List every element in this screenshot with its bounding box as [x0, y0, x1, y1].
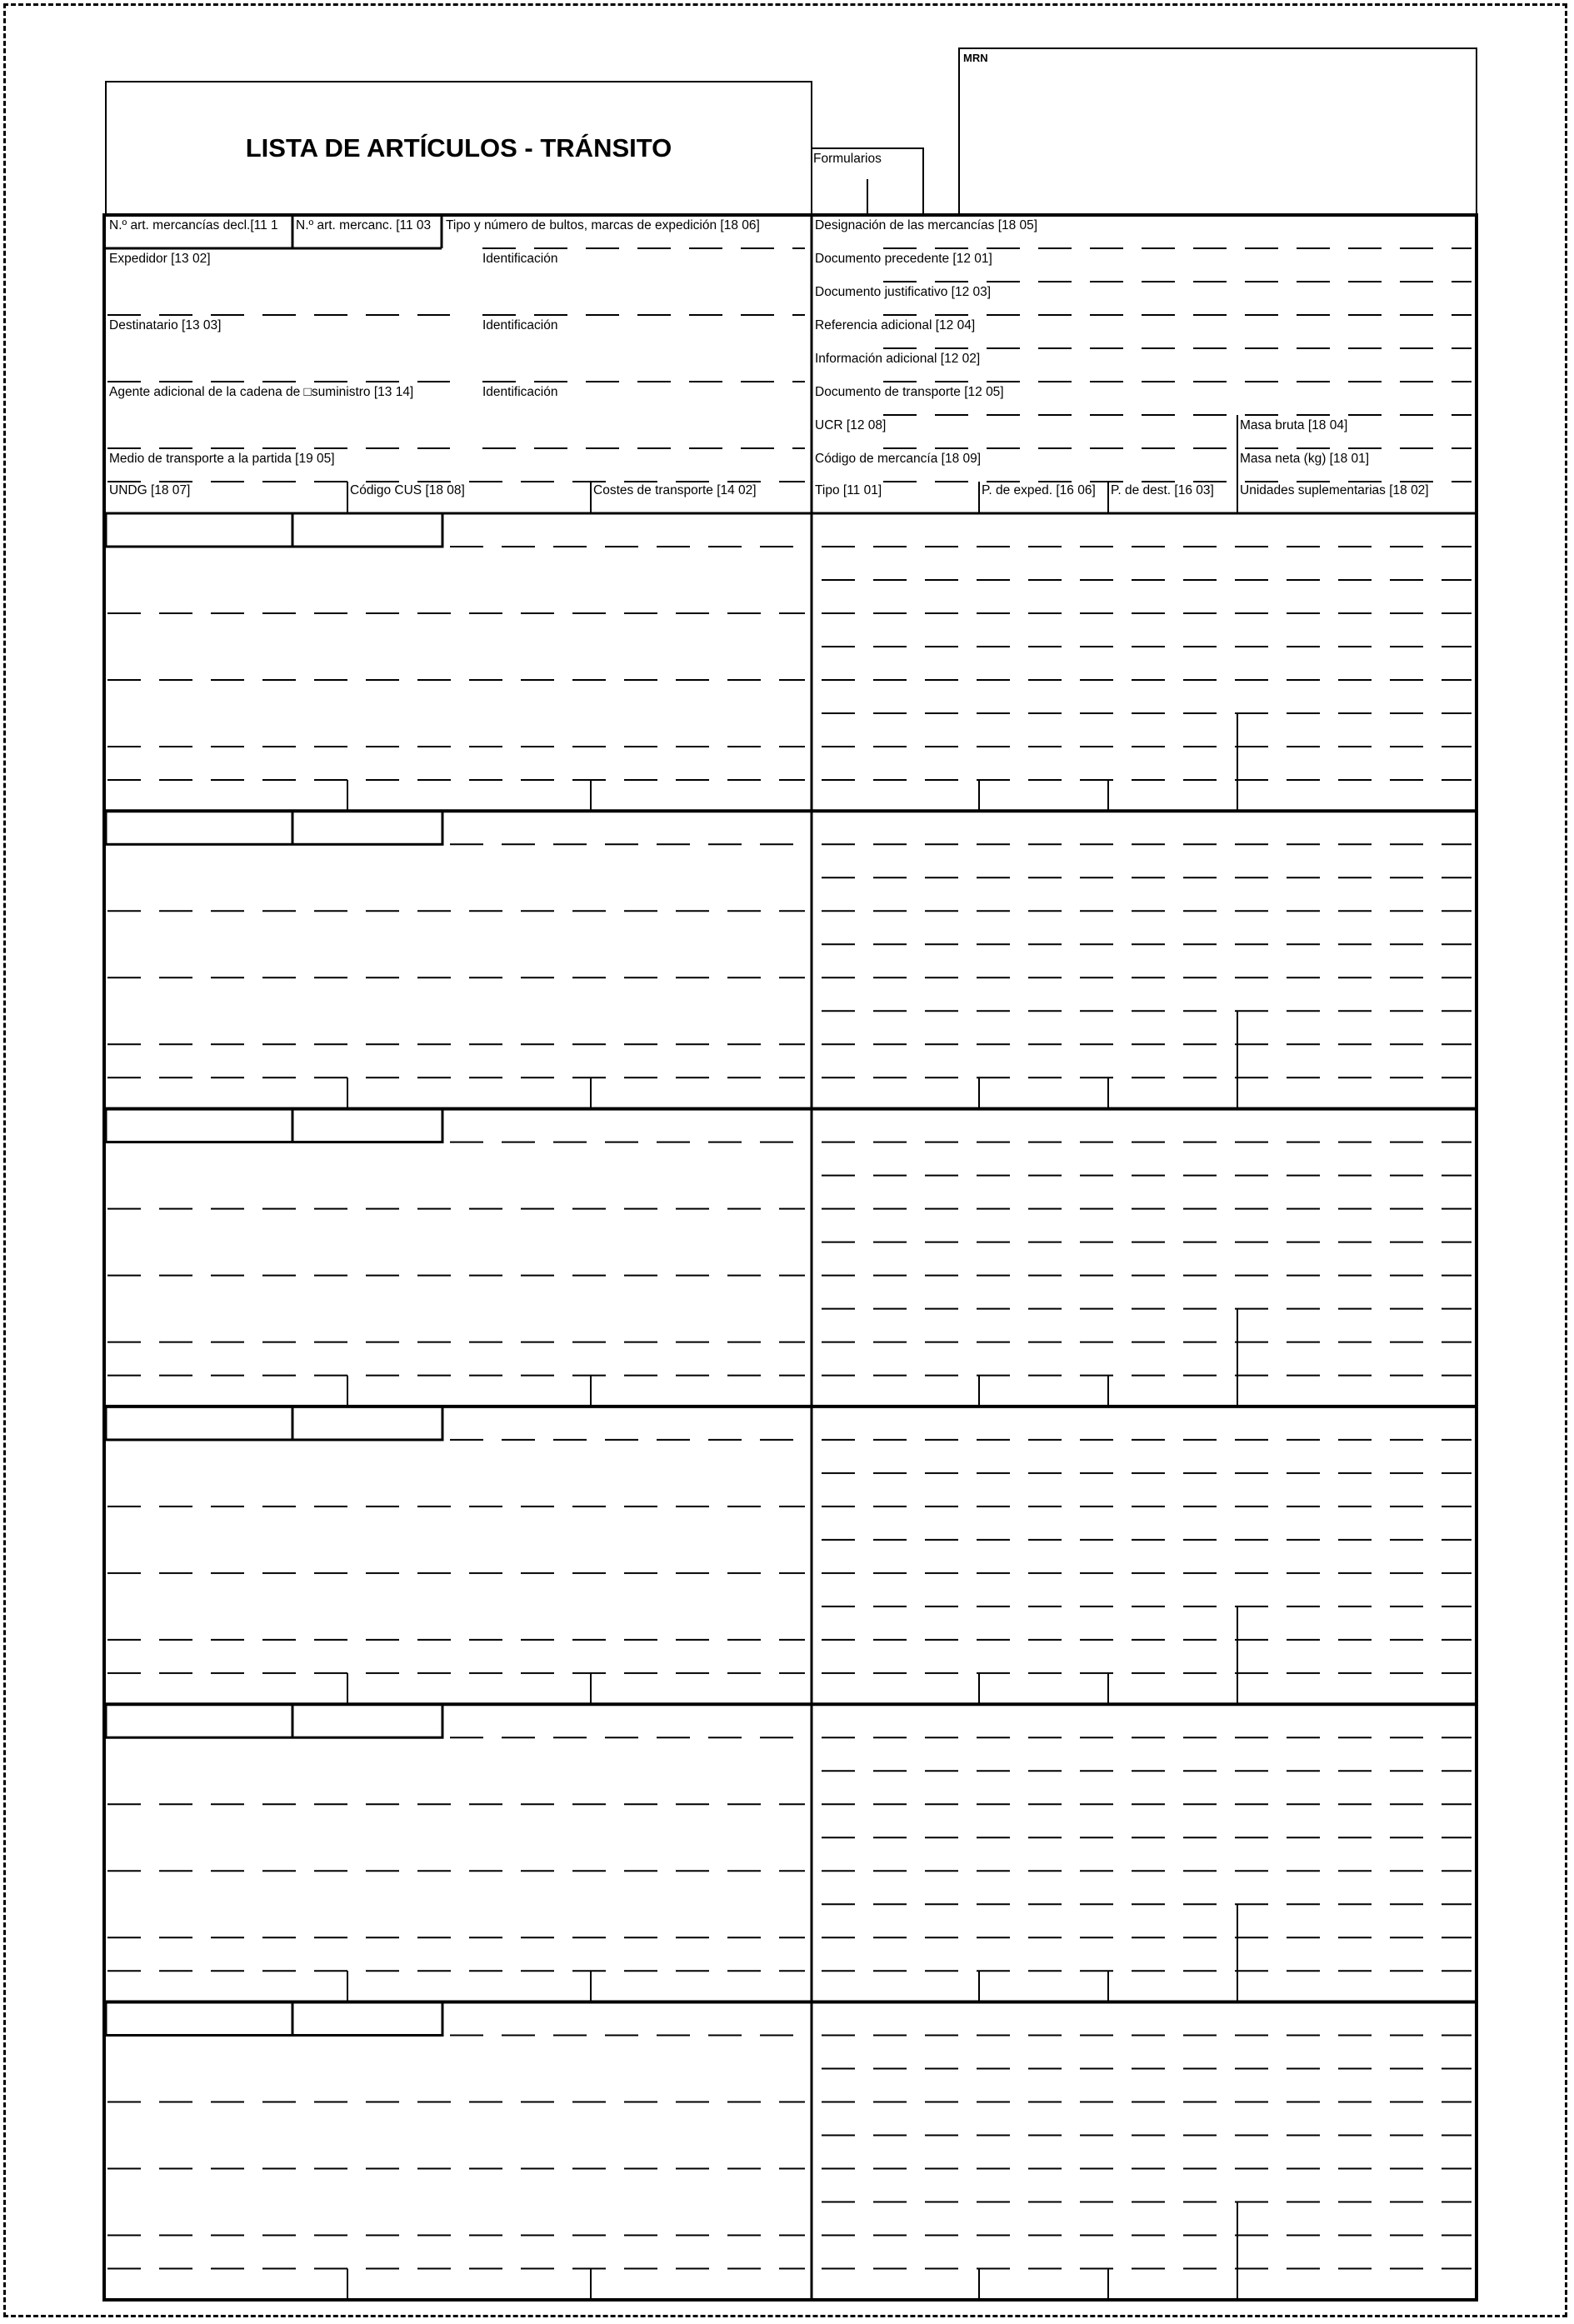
label-additional-information: Información adicional [12 02] — [815, 352, 981, 366]
label-consignee: Destinatario [13 03] — [109, 318, 222, 332]
label-supply-chain-actor: Agente adicional de la cadena de □suministro [13 14] — [109, 385, 414, 399]
label-item-mercanc: N.º art. mercanc. [11 03 — [296, 218, 432, 232]
item-number-box — [106, 513, 442, 547]
label-description: Designación de las mercancías [18 05] — [815, 218, 1038, 232]
label-supporting-document: Documento justificativo [12 03] — [815, 285, 992, 299]
label-identification-2: Identificación — [482, 318, 558, 332]
mrn-box — [959, 48, 1477, 215]
item-number-box — [106, 811, 442, 844]
label-undg: UNDG [18 07] — [109, 483, 191, 497]
label-identification-3: Identificación — [482, 385, 558, 399]
label-transport-means: Medio de transporte a la partida [19 05] — [109, 452, 335, 466]
label-destination-country: P. de dest. [16 03] — [1111, 483, 1214, 497]
main-frame — [104, 215, 1477, 2300]
label-transport-costs: Costes de transporte [14 02] — [593, 483, 757, 497]
mrn-label: MRN — [963, 52, 988, 64]
label-gross-mass: Masa bruta [18 04] — [1240, 418, 1348, 432]
label-previous-document: Documento precedente [12 01] — [815, 252, 992, 266]
label-consignor: Expedidor [13 02] — [109, 252, 211, 266]
label-item-decl: N.º art. mercancías decl.[11 1 — [109, 218, 278, 232]
item-number-box — [106, 1407, 442, 1440]
label-ucr: UCR [12 08] — [815, 418, 887, 432]
item-number-box — [106, 1704, 442, 1737]
label-additional-reference: Referencia adicional [12 04] — [815, 318, 976, 332]
label-commodity-code: Código de mercancía [18 09] — [815, 452, 982, 466]
label-dispatch-country: P. de exped. [16 06] — [982, 483, 1096, 497]
item-number-box — [106, 1109, 442, 1142]
label-identification-1: Identificación — [482, 252, 558, 266]
label-transport-document: Documento de transporte [12 05] — [815, 385, 1004, 399]
label-packages: Tipo y número de bultos, marcas de expedición [18 06] — [446, 218, 760, 232]
label-supplementary-units: Unidades suplementarias [18 02] — [1240, 483, 1429, 497]
label-net-mass: Masa neta (kg) [18 01] — [1240, 452, 1370, 466]
label-cus-code: Código CUS [18 08] — [350, 483, 465, 497]
label-type: Tipo [11 01] — [815, 483, 882, 497]
formularios-label: Formularios — [813, 152, 882, 166]
item-number-box — [106, 2002, 442, 2036]
page-title: LISTA DE ARTÍCULOS - TRÁNSITO — [245, 133, 672, 162]
